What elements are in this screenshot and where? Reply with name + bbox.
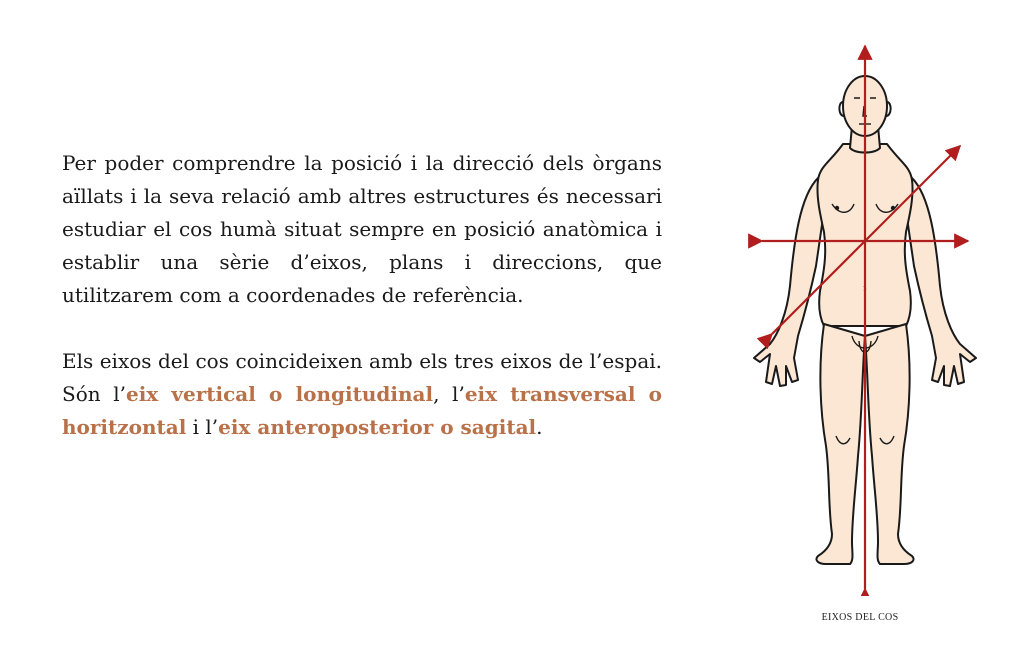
axes-paragraph [62, 345, 662, 444]
text-content [62, 147, 662, 444]
sagittal-axis-term: eix anteroposterior o sagital [218, 415, 537, 439]
transverse-axis-term: eix transversal o horitzontal [62, 382, 663, 439]
axes-text-4: . [536, 415, 543, 439]
vertical-axis-term: eix vertical o longitudinal [125, 382, 434, 406]
axes-text-1: Els eixos del cos coincideixen amb els tres eixos de l’espai. Són l’ [62, 349, 662, 406]
intro-paragraph: Per poder comprendre la posició i la direcció dels òrgans aïllats i la seva relació amb altres estructures és necessari estudiar el cos humà situat sempre en posició anatòmica i establir una sèrie d’eixos, plans i direccions, que utilitzarem com a coordenades de referència. [62, 151, 662, 307]
axes-text-2: , l’ [433, 382, 465, 406]
figure-caption: EIXOS DEL COS [821, 612, 899, 623]
body-axes-illustration [740, 36, 990, 596]
axes-text-3: i l’ [186, 415, 219, 439]
